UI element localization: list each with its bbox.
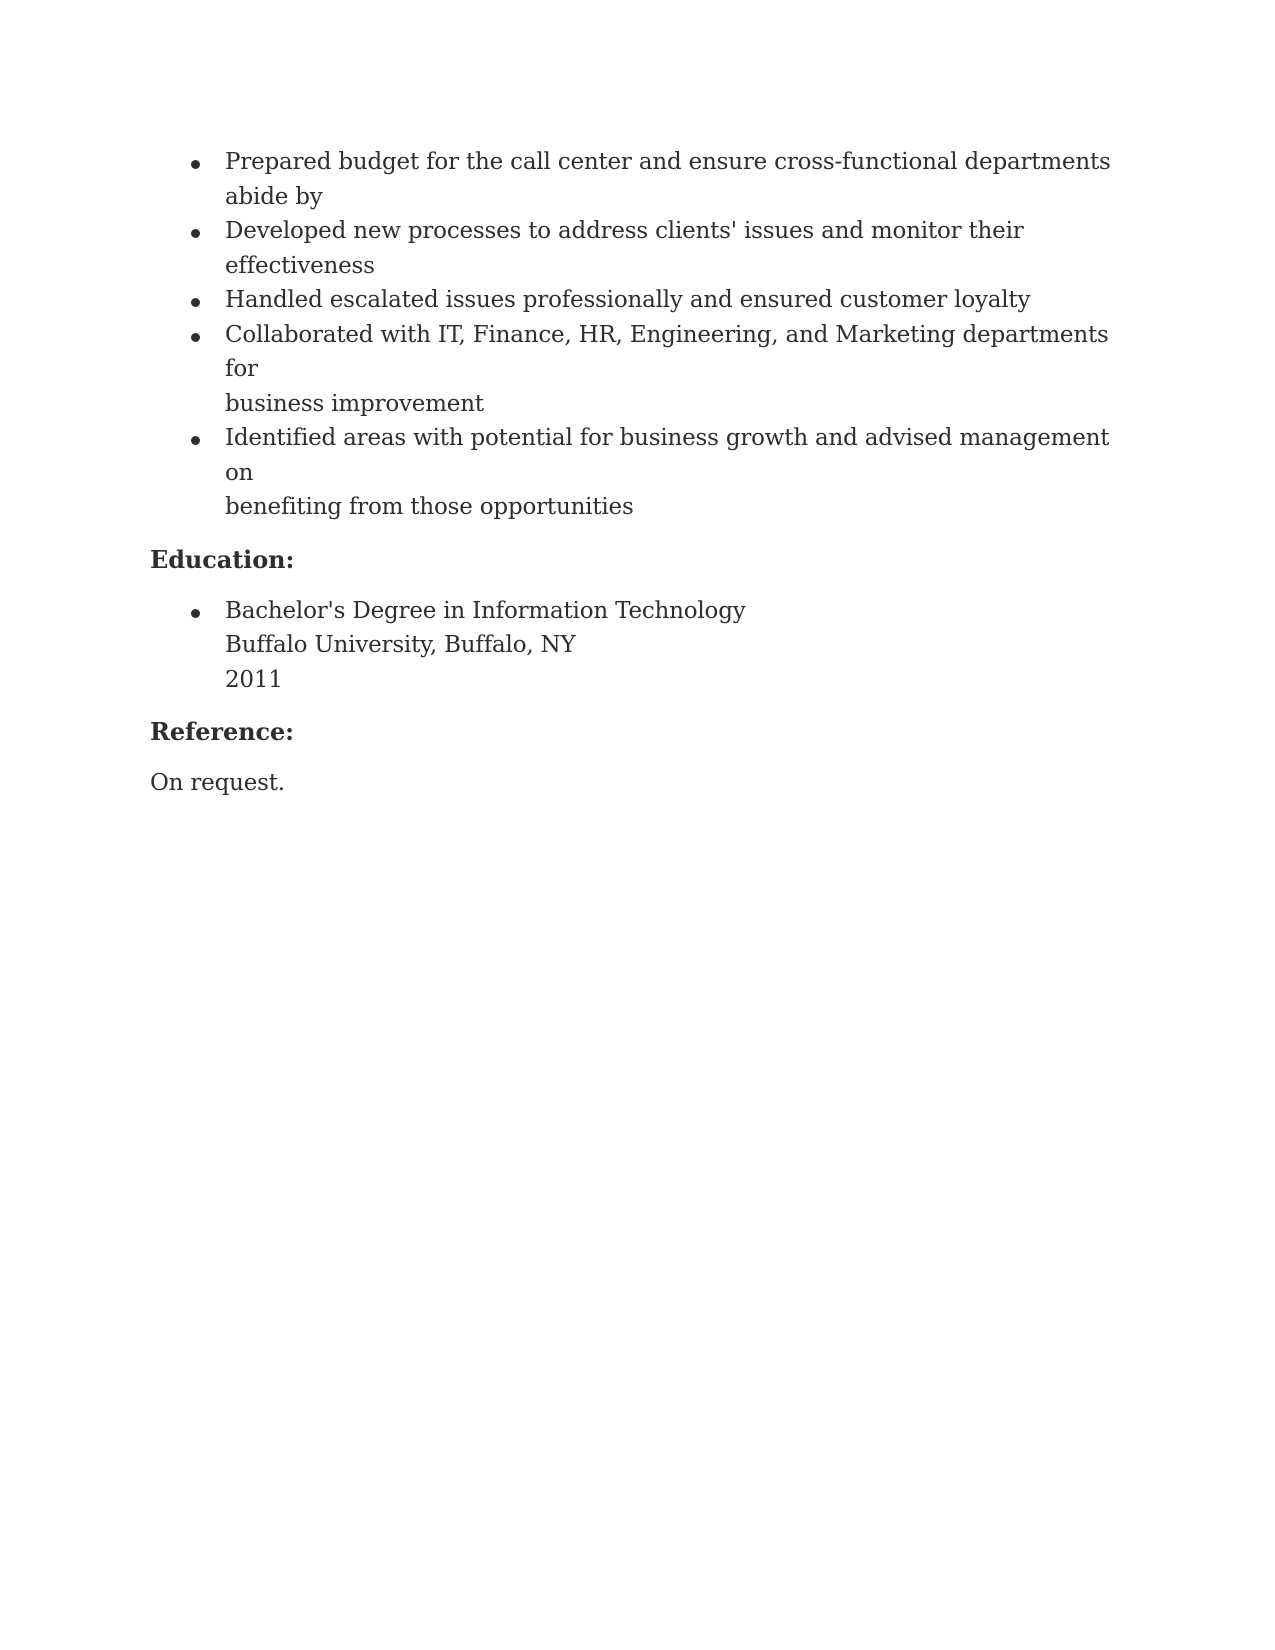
bullet-dot-icon xyxy=(191,436,200,445)
list-item-line: effectiveness xyxy=(225,252,375,279)
list-item-line: Collaborated with IT, Finance, HR, Engineering, and Marketing departments for xyxy=(225,321,1109,382)
reference-text: On request. xyxy=(150,770,285,796)
list-item xyxy=(150,318,1120,422)
document-page xyxy=(150,145,1120,800)
list-item-line: Developed new processes to address clients' issues and monitor their xyxy=(225,218,1024,244)
experience-list xyxy=(150,145,1120,525)
education-heading: Education: xyxy=(150,544,295,574)
list-item xyxy=(150,421,1120,525)
list-item-line: Prepared budget for the call center and ensure cross-functional departments xyxy=(225,149,1111,175)
bullet-dot-icon xyxy=(191,160,200,169)
bullet-dot-icon xyxy=(191,229,200,238)
institution-location: Buffalo University, Buffalo, NY xyxy=(225,632,576,658)
education-list xyxy=(150,594,1120,698)
list-item xyxy=(150,145,1120,214)
list-item xyxy=(150,214,1120,283)
list-item-line: Identified areas with potential for business growth and advised management on xyxy=(225,425,1110,486)
list-item xyxy=(150,594,1120,698)
list-item-line: Handled escalated issues professionally and ensured customer loyalty xyxy=(225,287,1031,313)
reference-heading: Reference: xyxy=(150,717,294,746)
list-item xyxy=(150,283,1120,318)
bullet-dot-icon xyxy=(191,333,200,342)
bullet-dot-icon xyxy=(191,609,200,618)
graduation-year: 2011 xyxy=(225,666,283,693)
list-item-line: abide by xyxy=(225,183,323,210)
degree-title: Bachelor's Degree in Information Technology xyxy=(225,597,746,624)
list-item-line: business improvement xyxy=(225,390,484,417)
bullet-dot-icon xyxy=(191,298,200,307)
list-item-line: benefiting from those opportunities xyxy=(225,494,634,520)
